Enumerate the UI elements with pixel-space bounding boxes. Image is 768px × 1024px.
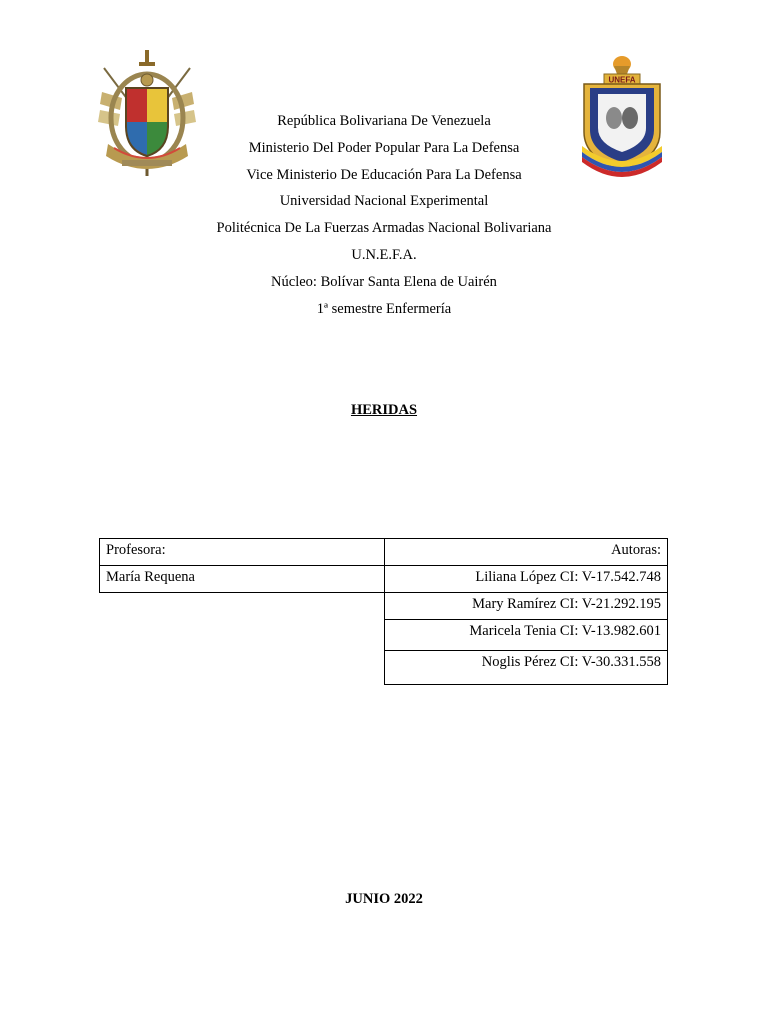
header-line-polytechnic: Politécnica De La Fuerzas Armadas Nacional Bolivariana [216, 220, 552, 237]
author-cell: Noglis Pérez CI: V-30.331.558 [384, 650, 668, 685]
header-line-vice-ministry: Vice Ministerio De Educación Para La Defensa [246, 166, 522, 183]
header-line-ministry: Ministerio Del Poder Popular Para La Defensa [248, 139, 520, 156]
header-line-university: Universidad Nacional Experimental [279, 193, 489, 210]
document-title: HERIDAS [350, 402, 418, 418]
author-cell: Maricela Tenia CI: V-13.982.601 [384, 619, 668, 651]
professor-name-cell: María Requena [99, 565, 385, 593]
author-cell: Liliana López CI: V-17.542.748 [384, 565, 668, 593]
professor-header-cell: Profesora: [99, 538, 385, 566]
authors-header-cell: Autoras: [384, 538, 668, 566]
author-cell: Mary Ramírez CI: V-21.292.195 [384, 592, 668, 620]
header-line-semester: 1ª semestre Enfermería [316, 300, 452, 317]
unefa-logo-text: UNEFA [608, 75, 636, 85]
header-line-campus: Núcleo: Bolívar Santa Elena de Uairén [271, 273, 497, 290]
header-line-acronym: U.N.E.F.A. [351, 246, 417, 263]
document-date: JUNIO 2022 [345, 891, 423, 907]
institution-header [0, 108, 768, 322]
header-line-country: República Bolivariana De Venezuela [277, 113, 491, 129]
